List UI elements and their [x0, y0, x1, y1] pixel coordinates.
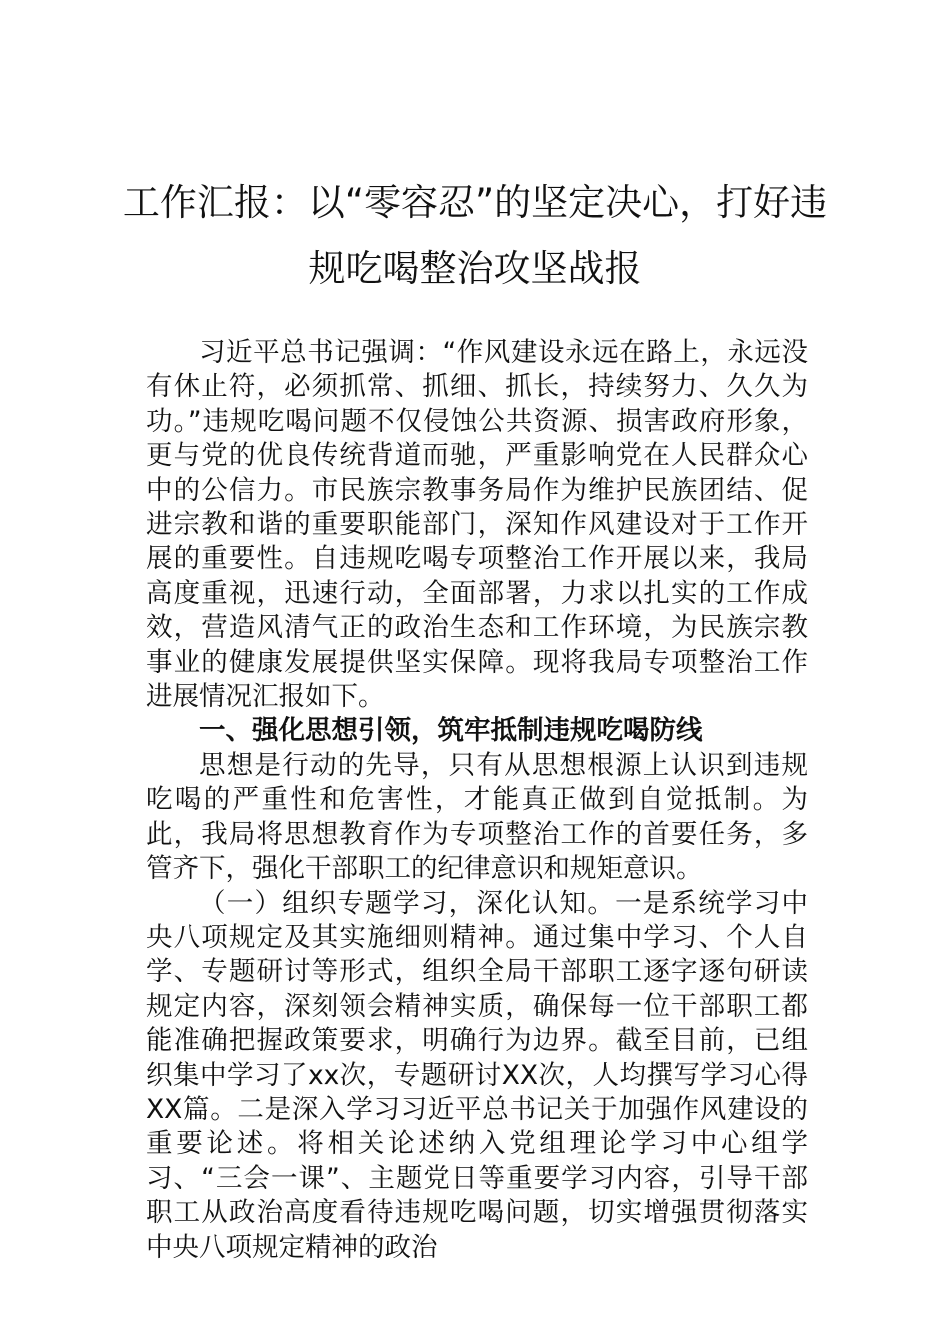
document-title	[120, 170, 830, 302]
title-line-1: 工作汇报：以“零容忍”的坚定决心，打好违	[122, 181, 828, 224]
section-heading: 一、强化思想引领，筑牢抵制违规吃喝防线	[199, 715, 703, 747]
subsection-paragraph: （一）组织专题学习，深化认知。一是系统学习中央八项规定及其实施细则精神。通过集中学习、个人自学、专题研讨等形式，组织全局干部职工逐字逐句研读规定内容，深刻领会精神实质，确保每一位干部职工都能准确把握政策要求，明确行为边界。截至目前，已组织集中学习了xx次，专题研讨XX次，人均撰写学习心得XX篇。二是深入学习习近平总书记关于加强作风建设的重要论述。将相关论述纳入党组理论学习中心组学习、“三会一课”、主题党日等重要学习内容，引导干部职工从政治高度看待违规吃喝问题，切实增强贯彻落实中央八项规定精神的政治	[146, 887, 808, 1263]
section-paragraph: 思想是行动的先导，只有从思想根源上认识到违规吃喝的严重性和危害性，才能真正做到自觉抵制。为此，我局将思想教育作为专项整治工作的首要任务，多管齐下，强化干部职工的纪律意识和规矩意识。	[146, 749, 808, 885]
title-line-2: 规吃喝整治攻坚战报	[308, 247, 642, 290]
document-body	[146, 336, 808, 1265]
intro-paragraph: 习近平总书记强调：“作风建设永远在路上，永远没有休止符，必须抓常、抓细、抓长，持续努力、久久为功。”违规吃喝问题不仅侵蚀公共资源、损害政府形象，更与党的优良传统背道而驰，严重影响党在人民群众心中的公信力。市民族宗教事务局作为维护民族团结、促进宗教和谐的重要职能部门，深知作风建设对于工作开展的重要性。自违规吃喝专项整治工作开展以来，我局高度重视，迅速行动，全面部署，力求以扎实的工作成效，营造风清气正的政治生态和工作环境，为民族宗教事业的健康发展提供坚实保障。现将我局专项整治工作进展情况汇报如下。	[146, 337, 808, 713]
